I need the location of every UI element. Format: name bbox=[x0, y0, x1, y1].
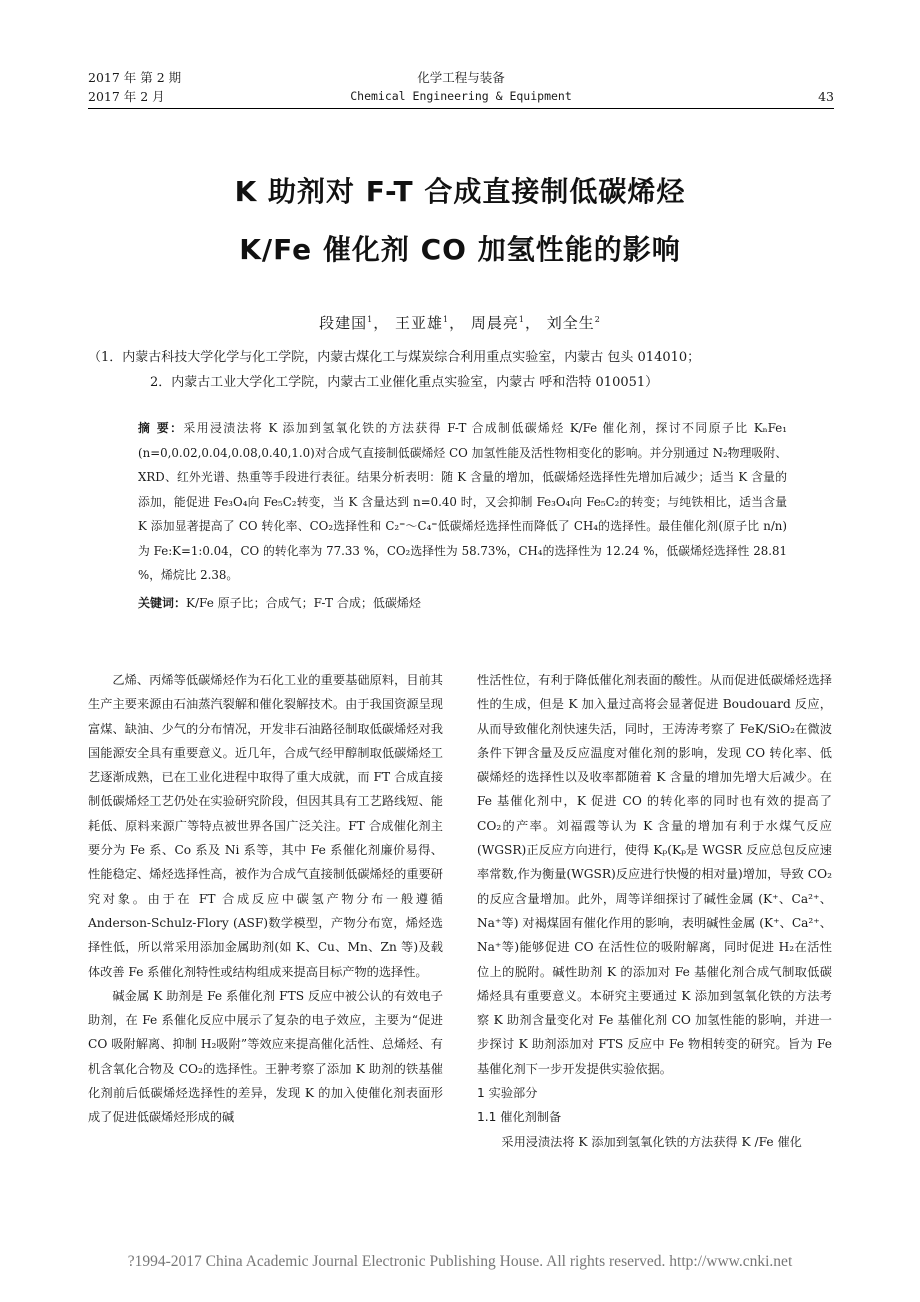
affiliation-1: （1．内蒙古科技大学化学与化工学院，内蒙古煤化工与煤炭综合利用重点实验室，内蒙古 包头 014010； bbox=[88, 350, 701, 365]
journal-name-cn: 化学工程与装备 bbox=[417, 70, 505, 85]
paper-title-line-1: K 助剂对 F-T 合成直接制低碳烯烃 bbox=[234, 175, 686, 208]
author: 王亚雄 bbox=[395, 314, 444, 332]
author-affil-mark: 1 bbox=[518, 315, 525, 324]
page-number: 43 bbox=[818, 89, 834, 104]
subsection-heading: 1.1 催化剂制备 bbox=[477, 1110, 562, 1125]
keywords-text: K/Fe 原子比；合成气；F-T 合成；低碳烯烃 bbox=[186, 596, 421, 610]
body-paragraph: 乙烯、丙烯等低碳烯烃作为石化工业的重要基础原料，目前其生产主要来源由石油蒸汽裂解和催化裂解技术。由于我国资源呈现富煤、缺油、少气的分布情况，开发非石油路径制取低碳烯烃对我国能源安全具有重要意义。近几年，合成气经甲醇制取低碳烯烃工艺逐渐成熟，已在工业化进程中取得了重大成就，而 FT 合成直接制低碳烯烃工艺仍处在实验研究阶段，但因其具有工艺路线短、能耗低、原料来源广等特点被世界各国广泛关注。FT 合成催化剂主要分为 Fe 系、Co 系及 Ni 系等，其中 Fe 系催化剂廉价易得、性能稳定、烯烃选择性高，被作为合成气直接制低碳烯烃的重要研究对象。由于在 FT 合成反应中碳氢产物分布一般遵循 Anderson-Schulz-Flory (ASF)数学模型，产物分布宽，烯烃选择性低，所以常采用添加金属助剂(如 K、Cu、Mn、Zn 等)及载体改善 Fe 系催化剂特性或结构组成来提高目标产物的选择性。 bbox=[88, 673, 443, 979]
journal-name-en: Chemical Engineering & Equipment bbox=[350, 89, 572, 103]
body-column-left bbox=[88, 668, 443, 1130]
body-paragraph: 性活性位，有利于降低催化剂表面的酸性。从而促进低碳烯烃选择性的生成，但是 K 加入量过高将会显著促进 Boudouard 反应，从而导致催化剂快速失活，同时，王涛涛考察了 FeK/SiO₂在微波条件下钾含量及反应温度对催化剂的影响，发现 CO 转化率、低碳烯烃的选择性以及收率都随着 K 含量的增加先增大后减少。在 Fe 基催化剂中，K 促进 CO 的转化率的同时也有效的提高了 CO₂的产率。刘福霞等认为 K 含量的增加有利于水煤气反应(WGSR)正反应方向进行，使得 Kₚ(Kₚ是 WGSR 反应总包反应速率常数,作为衡量(WGSR)反应进行快慢的相对量)增加，导致 CO₂的反应含量增加。此外，周等详细探讨了碱性金属 (K⁺、Ca²⁺、Na⁺等) 对褐煤固有催化作用的影响，表明碱性金属 (K⁺、Ca²⁺、Na⁺等)能够促进 CO 在活性位的吸附解离，同时促进 H₂在活性位上的脱附。碱性助剂 K 的添加对 Fe 基催化剂合成气制取低碳烯烃具有重要意义。本研究主要通过 K 添加到氢氧化铁的方法考察 K 助剂含量变化对 Fe 基催化剂 CO 加氢性能的影响，并进一步探讨 K 助剂添加对 FTS 反应中 Fe 物相转变的研究。旨为 Fe 基催化剂下一步开发提供实验依据。 bbox=[477, 673, 832, 1076]
affiliation-2: 2．内蒙古工业大学化工学院，内蒙古工业催化重点实验室，内蒙古 呼和浩特 010051） bbox=[150, 375, 659, 390]
abstract bbox=[138, 416, 787, 588]
running-header bbox=[88, 68, 834, 108]
keywords-label: 关键词： bbox=[138, 596, 187, 610]
abstract-label: 摘 要： bbox=[138, 421, 184, 435]
author-list: 段建国$^1$， 王亚雄$^1$， 周晨亮$^1$， 刘全生$^2$ bbox=[319, 314, 601, 332]
section-heading: 1 实验部分 bbox=[477, 1086, 538, 1101]
body-paragraph: 采用浸渍法将 K 添加到氢氧化铁的方法获得 K /Fe 催化 bbox=[501, 1134, 802, 1149]
keywords bbox=[138, 594, 787, 611]
author: 段建国 bbox=[319, 314, 368, 332]
journal-issue: 2017 年 第 2 期 bbox=[88, 70, 182, 85]
header-center bbox=[88, 68, 834, 106]
author: 周晨亮 bbox=[470, 314, 519, 332]
author-affil-mark: 1 bbox=[367, 315, 374, 324]
copyright-footer: ?1994-2017 China Academic Journal Electronic Publishing House. All rights reserved. http://www.cnki.net bbox=[127, 1253, 793, 1270]
author: 刘全生 bbox=[546, 314, 595, 332]
abstract-text: 采用浸渍法将 K 添加到氢氧化铁的方法获得 F-T 合成制低碳烯烃 K/Fe 催化剂，探讨不同原子比 KₙFe₁ (n=0,0.02,0.04,0.08,0.40,1.0)对合成气直接制低碳烯烃 CO 加氢性能及活性物相变化的影响。并分别通过 N₂物理吸附、XRD、红外光谱、热重等手段进行表征。结果分析表明：随 K 含量的增加，低碳烯烃选择性先增加后减少；适当 K 含量的添加，能促进 Fe₃O₄向 Fe₅C₂转变，当 K 含量达到 n=0.40 时，又会抑制 Fe₃O₄向 Fe₅C₂的转变；与纯铁相比，适当含量 K 添加显著提高了 CO 转化率、CO₂选择性和 C₂⁼～C₄⁼低碳烯烃选择性而降低了 CH₄的选择性。最佳催化剂(原子比 n/n)为 Fe:K=1:0.04，CO 的转化率为 77.33 %，CO₂选择性为 58.73%，CH₄的选择性为 12.24 %，低碳烯烃选择性 28.81 %，烯烷比 2.38。 bbox=[138, 421, 788, 582]
paper-title-line-2: K/Fe 催化剂 CO 加氢性能的影响 bbox=[239, 233, 681, 266]
author-affil-mark: 1 bbox=[443, 315, 450, 324]
header-rule bbox=[88, 108, 834, 109]
body-paragraph: 碱金属 K 助剂是 Fe 系催化剂 FTS 反应中被公认的有效电子助剂，在 Fe 系催化反应中展示了复杂的电子效应，主要为“促进 CO 吸附解离、抑制 H₂吸附”等效应来提高催化活性、总烯烃、有机含氧化合物及 CO₂的选择性。王翀考察了添加 K 助剂的铁基催化剂前后低碳烯烃选择性的差异，发现 K 的加入使催化剂表面形成了促进低碳烯烃形成的碱 bbox=[88, 988, 443, 1125]
body-column-right bbox=[477, 668, 832, 1154]
author-affil-mark: 2 bbox=[594, 315, 601, 324]
journal-date: 2017 年 2 月 bbox=[88, 89, 165, 104]
